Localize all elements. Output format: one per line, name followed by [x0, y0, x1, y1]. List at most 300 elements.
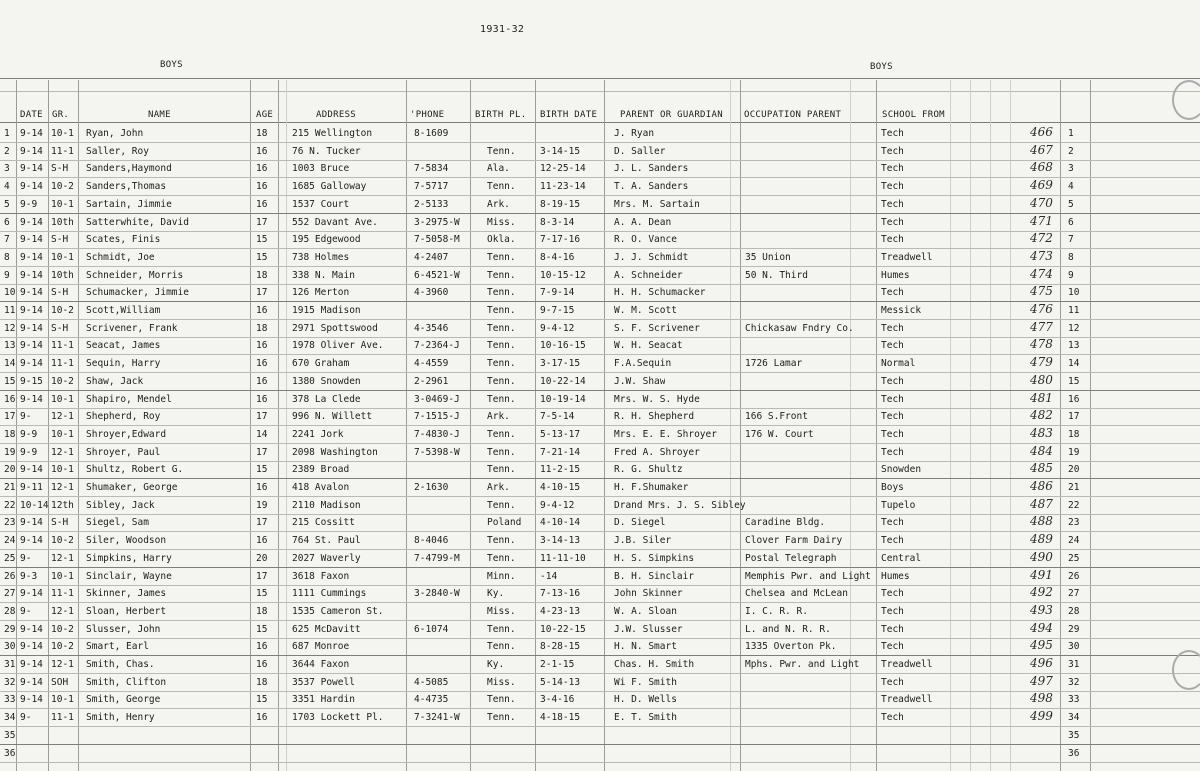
row-grade: 10-2 — [51, 305, 74, 316]
row-birthdate: 10-22-14 — [540, 375, 586, 387]
row-number-right: 7 — [1068, 234, 1074, 246]
row-name: Scott,William — [86, 305, 161, 316]
row-date: 10-14 — [20, 499, 49, 511]
table-row — [0, 479, 1200, 497]
col-header-school: SCHOOL FROM — [882, 110, 945, 120]
row-grade: S-H — [51, 517, 69, 529]
row-phone: 4-3546 — [414, 322, 449, 334]
row-number-right: 11 — [1068, 305, 1080, 316]
row-register-number: 471 — [1030, 213, 1053, 228]
row-name: Sanders,Haymond — [86, 163, 172, 175]
row-register-number: 499 — [1030, 709, 1053, 724]
row-birthdate: 2-1-15 — [540, 659, 575, 670]
row-grade: 10-1 — [51, 570, 74, 582]
table-row — [0, 196, 1200, 214]
row-parent: W. M. Scott — [614, 305, 677, 316]
row-school: Tech — [881, 623, 904, 635]
row-age: 16 — [256, 340, 268, 352]
row-address: 2241 Jork — [292, 428, 344, 440]
row-number-right: 31 — [1068, 659, 1080, 670]
row-phone: 7-5058-M — [414, 234, 460, 246]
row-parent: Fred A. Shroyer — [614, 446, 700, 458]
row-address: 738 Holmes — [292, 251, 350, 263]
row-birthdate: 7-21-14 — [540, 446, 581, 458]
row-address: 1915 Madison — [292, 305, 361, 316]
row-school: Tech — [881, 712, 904, 724]
row-school: Tech — [881, 393, 904, 405]
row-register-number: 488 — [1030, 514, 1053, 529]
col-header-occupation: OCCUPATION PARENT — [744, 110, 842, 120]
row-register-number: 487 — [1030, 496, 1053, 511]
row-grade: 12-1 — [51, 659, 74, 670]
row-school: Tech — [881, 322, 904, 334]
row-number: 34 — [4, 712, 16, 724]
table-row — [0, 497, 1200, 515]
row-occupation: 1726 Lamar — [745, 358, 803, 370]
row-phone: 7-5398-W — [414, 446, 460, 458]
row-birthplace: Tenn. — [487, 375, 516, 387]
table-row — [0, 550, 1200, 568]
row-parent: Mrs. M. Sartain — [614, 198, 700, 210]
row-phone: 8-1609 — [414, 128, 449, 139]
header-bottom-rule — [0, 122, 1200, 123]
table-row — [0, 231, 1200, 249]
row-birthdate: 8-3-14 — [540, 216, 575, 228]
table-row — [0, 709, 1200, 727]
row-birthplace: Poland — [487, 517, 522, 529]
row-occupation: 166 S.Front — [745, 411, 808, 423]
row-age: 16 — [256, 659, 268, 670]
table-row — [0, 745, 1200, 763]
row-number: 7 — [4, 234, 10, 246]
row-register-number: 486 — [1030, 479, 1053, 493]
row-age: 15 — [256, 623, 268, 635]
row-birthplace: Tenn. — [487, 322, 516, 334]
row-school: Tech — [881, 428, 904, 440]
row-register-number: 492 — [1030, 585, 1053, 600]
row-birthdate: 3-14-15 — [540, 145, 581, 157]
row-grade: 10-1 — [51, 428, 74, 440]
row-date: 9- — [20, 605, 32, 617]
row-birthplace: Miss. — [487, 216, 516, 228]
row-address: 3537 Powell — [292, 676, 355, 688]
row-address: 215 Wellington — [292, 128, 373, 139]
row-parent: J. J. Schmidt — [614, 251, 689, 263]
table-row — [0, 638, 1200, 656]
row-birthdate: 9-4-12 — [540, 322, 575, 334]
row-register-number: 479 — [1030, 355, 1053, 370]
row-birthplace: Minn. — [487, 570, 516, 582]
row-birthdate: 8-4-16 — [540, 251, 575, 263]
row-address: 2098 Washington — [292, 446, 378, 458]
row-name: Shaw, Jack — [86, 375, 144, 387]
row-register-number: 491 — [1030, 567, 1053, 582]
row-address: 687 Monroe — [292, 641, 350, 653]
row-date: 9-14 — [20, 322, 43, 334]
row-name: Shroyer,Edward — [86, 428, 167, 440]
row-birthdate: 7-5-14 — [540, 411, 575, 423]
row-number-right: 15 — [1068, 375, 1080, 387]
row-phone: 3-2840-W — [414, 588, 460, 600]
row-grade: SOH — [51, 676, 69, 688]
row-parent: H. D. Wells — [614, 694, 677, 706]
row-occupation: L. and N. R. R. — [745, 623, 831, 635]
row-address: 2389 Broad — [292, 464, 350, 476]
row-parent: J. L. Sanders — [614, 163, 689, 175]
row-birthplace: Tenn. — [487, 358, 516, 370]
row-school: Tech — [881, 340, 904, 352]
row-phone: 7-2364-J — [414, 340, 460, 352]
row-number-right: 14 — [1068, 358, 1080, 370]
row-number: 35 — [4, 729, 16, 741]
row-number-right: 28 — [1068, 605, 1080, 617]
table-row — [0, 408, 1200, 426]
row-school: Treadwell — [881, 659, 933, 670]
row-register-number: 483 — [1030, 425, 1053, 440]
table-row — [0, 568, 1200, 586]
row-school: Tech — [881, 517, 904, 529]
row-date: 9- — [20, 552, 32, 564]
row-number: 17 — [4, 411, 16, 423]
punch-hole — [1172, 650, 1200, 690]
row-number-right: 34 — [1068, 712, 1080, 724]
row-birthdate: 12-25-14 — [540, 163, 586, 175]
row-number: 31 — [4, 659, 16, 670]
row-birthdate: 10-16-15 — [540, 340, 586, 352]
row-register-number: 495 — [1030, 638, 1053, 653]
row-phone: 7-5834 — [414, 163, 449, 175]
row-parent: D. Saller — [614, 145, 666, 157]
row-birthdate: 4-23-13 — [540, 605, 581, 617]
row-birthplace: Ark. — [487, 198, 510, 210]
row-number: 29 — [4, 623, 16, 635]
row-date: 9-14 — [20, 694, 43, 706]
row-register-number: 478 — [1030, 337, 1053, 352]
row-age: 15 — [256, 694, 268, 706]
row-date: 9-14 — [20, 340, 43, 352]
row-school: Tech — [881, 411, 904, 423]
row-school: Messick — [881, 305, 922, 316]
row-birthplace: Tenn. — [487, 552, 516, 564]
row-age: 15 — [256, 234, 268, 246]
row-address: 76 N. Tucker — [292, 145, 361, 157]
row-name: Ryan, John — [86, 128, 144, 139]
header-rule — [0, 91, 1200, 92]
table-row — [0, 426, 1200, 444]
row-date: 9-14 — [20, 216, 43, 228]
row-grade: 12-1 — [51, 411, 74, 423]
row-parent: H. S. Simpkins — [614, 552, 695, 564]
row-grade: 12th — [51, 499, 74, 511]
row-parent: A. A. Dean — [614, 216, 672, 228]
row-number: 24 — [4, 535, 16, 547]
row-number: 20 — [4, 464, 16, 476]
row-grade: 10-1 — [51, 128, 74, 139]
row-address: 3618 Faxon — [292, 570, 350, 582]
row-number-right: 18 — [1068, 428, 1080, 440]
row-school: Humes — [881, 570, 910, 582]
row-birthplace: Ark. — [487, 411, 510, 423]
row-address: 1685 Galloway — [292, 181, 367, 193]
row-name: Sloan, Herbert — [86, 605, 167, 617]
table-row — [0, 603, 1200, 621]
row-phone: 6-4521-W — [414, 269, 460, 281]
row-school: Tech — [881, 446, 904, 458]
row-age: 17 — [256, 411, 268, 423]
row-number-right: 8 — [1068, 251, 1074, 263]
row-register-number: 481 — [1030, 390, 1053, 405]
row-birthplace: Tenn. — [487, 251, 516, 263]
row-occupation: Chickasaw Fndry Co. — [745, 322, 854, 334]
row-address: 1978 Oliver Ave. — [292, 340, 384, 352]
row-date: 9-14 — [20, 641, 43, 653]
row-number: 33 — [4, 694, 16, 706]
row-grade: 10-1 — [51, 464, 74, 476]
row-date: 9-14 — [20, 659, 43, 670]
row-register-number: 498 — [1030, 691, 1053, 706]
section-label-right: BOYS — [870, 62, 893, 72]
row-school: Tech — [881, 163, 904, 175]
row-address: 1111 Cummings — [292, 588, 367, 600]
row-phone: 4-4559 — [414, 358, 449, 370]
row-number-right: 23 — [1068, 517, 1080, 529]
col-header-birthdate: BIRTH DATE — [540, 110, 598, 120]
row-date: 9- — [20, 411, 32, 423]
row-number-right: 22 — [1068, 499, 1080, 511]
col-header-birthplace: BIRTH PL. — [475, 110, 527, 120]
row-number: 14 — [4, 358, 16, 370]
row-parent: J. Ryan — [614, 128, 655, 139]
row-birthplace: Tenn. — [487, 535, 516, 547]
row-address: 2110 Madison — [292, 499, 361, 511]
row-parent: H. F.Shumaker — [614, 482, 689, 493]
row-number-right: 6 — [1068, 216, 1074, 228]
row-school: Boys — [881, 482, 904, 493]
row-birthdate: 4-10-15 — [540, 482, 581, 493]
row-birthdate: 3-4-16 — [540, 694, 575, 706]
row-parent: W. H. Seacat — [614, 340, 683, 352]
row-name: Shumaker, George — [86, 482, 178, 493]
col-header-parent: PARENT OR GUARDIAN — [620, 110, 723, 120]
row-birthdate: -14 — [540, 570, 558, 582]
row-birthplace: Tenn. — [487, 305, 516, 316]
row-date: 9-14 — [20, 163, 43, 175]
row-number-right: 3 — [1068, 163, 1074, 175]
row-register-number: 484 — [1030, 443, 1053, 458]
row-school: Tech — [881, 181, 904, 193]
col-header-grade: GR. — [52, 110, 70, 120]
row-school: Treadwell — [881, 694, 933, 706]
row-number: 4 — [4, 181, 10, 193]
row-name: Sinclair, Wayne — [86, 570, 172, 582]
row-birthdate: 9-4-12 — [540, 499, 575, 511]
row-school: Tech — [881, 287, 904, 299]
table-row — [0, 160, 1200, 178]
row-address: 1003 Bruce — [292, 163, 350, 175]
top-rule — [0, 78, 1200, 79]
row-number: 25 — [4, 552, 16, 564]
row-number-right: 25 — [1068, 552, 1080, 564]
row-school: Tech — [881, 641, 904, 653]
row-address: 996 N. Willett — [292, 411, 373, 423]
row-date: 9-14 — [20, 358, 43, 370]
row-date: 9-11 — [20, 482, 43, 493]
row-grade: 11-1 — [51, 588, 74, 600]
row-phone: 4-2407 — [414, 251, 449, 263]
row-occupation: Postal Telegraph — [745, 552, 837, 564]
row-number: 18 — [4, 428, 16, 440]
row-parent: W. A. Sloan — [614, 605, 677, 617]
row-name: Skinner, James — [86, 588, 167, 600]
row-number: 22 — [4, 499, 16, 511]
row-number: 12 — [4, 322, 16, 334]
row-school: Tech — [881, 535, 904, 547]
row-address: 126 Merton — [292, 287, 350, 299]
row-register-number: 497 — [1030, 673, 1053, 688]
row-age: 16 — [256, 163, 268, 175]
row-grade: S-H — [51, 234, 69, 246]
row-phone: 4-5085 — [414, 676, 449, 688]
row-name: Scates, Finis — [86, 234, 161, 246]
row-birthdate: 10-19-14 — [540, 393, 586, 405]
row-grade: 11-1 — [51, 340, 74, 352]
row-number-right: 4 — [1068, 181, 1074, 193]
row-number: 16 — [4, 393, 16, 405]
row-grade: 11-1 — [51, 145, 74, 157]
row-address: 418 Avalon — [292, 482, 350, 493]
table-row — [0, 461, 1200, 479]
row-school: Treadwell — [881, 251, 933, 263]
row-address: 552 Davant Ave. — [292, 216, 378, 228]
row-number-right: 1 — [1068, 128, 1074, 139]
row-grade: 10-1 — [51, 393, 74, 405]
row-date: 9-14 — [20, 464, 43, 476]
row-school: Tech — [881, 128, 904, 139]
row-address: 1535 Cameron St. — [292, 605, 384, 617]
row-parent: J.W. Slusser — [614, 623, 683, 635]
row-number-right: 26 — [1068, 570, 1080, 582]
row-phone: 7-3241-W — [414, 712, 460, 724]
row-age: 20 — [256, 552, 268, 564]
row-address: 3644 Faxon — [292, 659, 350, 670]
row-name: Shepherd, Roy — [86, 411, 161, 423]
row-phone: 4-4735 — [414, 694, 449, 706]
row-parent: John Skinner — [614, 588, 683, 600]
row-birthplace: Tenn. — [487, 269, 516, 281]
row-number: 23 — [4, 517, 16, 529]
row-date: 9-14 — [20, 535, 43, 547]
row-number: 2 — [4, 145, 10, 157]
row-grade: 10-2 — [51, 535, 74, 547]
row-number-right: 36 — [1068, 747, 1080, 759]
row-age: 18 — [256, 605, 268, 617]
row-number-right: 35 — [1068, 729, 1080, 741]
row-number: 32 — [4, 676, 16, 688]
row-register-number: 466 — [1030, 125, 1053, 139]
row-address: 195 Edgewood — [292, 234, 361, 246]
row-birthplace: Tenn. — [487, 287, 516, 299]
row-date: 9-14 — [20, 145, 43, 157]
table-row — [0, 214, 1200, 232]
row-grade: 10-2 — [51, 623, 74, 635]
row-number: 27 — [4, 588, 16, 600]
row-number: 36 — [4, 747, 16, 759]
row-register-number: 490 — [1030, 549, 1053, 564]
row-grade: 12-1 — [51, 552, 74, 564]
row-number-right: 32 — [1068, 676, 1080, 688]
row-birthdate: 8-19-15 — [540, 198, 581, 210]
row-birthplace: Tenn. — [487, 694, 516, 706]
row-date: 9-14 — [20, 287, 43, 299]
row-date: 9-14 — [20, 305, 43, 316]
row-phone: 3-2975-W — [414, 216, 460, 228]
row-number-right: 16 — [1068, 393, 1080, 405]
row-number-right: 20 — [1068, 464, 1080, 476]
table-row — [0, 320, 1200, 338]
row-number-right: 19 — [1068, 446, 1080, 458]
row-register-number: 470 — [1030, 195, 1053, 210]
row-phone: 2-2961 — [414, 375, 449, 387]
row-address: 338 N. Main — [292, 269, 355, 281]
table-row — [0, 125, 1200, 143]
row-phone: 4-3960 — [414, 287, 449, 299]
row-number: 28 — [4, 605, 16, 617]
row-birthplace: Miss. — [487, 676, 516, 688]
row-address: 215 Cossitt — [292, 517, 355, 529]
row-grade: S-H — [51, 287, 69, 299]
row-address: 670 Graham — [292, 358, 350, 370]
row-occupation: 50 N. Third — [745, 269, 808, 281]
row-register-number: 467 — [1030, 142, 1053, 157]
row-address: 625 McDavitt — [292, 623, 361, 635]
row-school: Tech — [881, 198, 904, 210]
row-name: Slusser, John — [86, 623, 161, 635]
row-birthdate: 5-13-17 — [540, 428, 581, 440]
row-occupation: I. C. R. R. — [745, 605, 808, 617]
row-register-number: 493 — [1030, 602, 1053, 617]
row-number-right: 2 — [1068, 145, 1074, 157]
table-row — [0, 532, 1200, 550]
row-date: 9-14 — [20, 269, 43, 281]
row-school: Snowden — [881, 464, 922, 476]
col-header-address: ADDRESS — [316, 110, 357, 120]
table-row — [0, 674, 1200, 692]
row-birthdate: 11-23-14 — [540, 181, 586, 193]
row-occupation: Chelsea and McLean — [745, 588, 848, 600]
row-phone: 6-1074 — [414, 623, 449, 635]
row-grade: 10-2 — [51, 181, 74, 193]
row-number: 21 — [4, 482, 16, 493]
row-school: Tech — [881, 216, 904, 228]
table-row — [0, 514, 1200, 532]
row-name: Smith, Chas. — [86, 659, 155, 670]
row-number: 9 — [4, 269, 10, 281]
row-occupation: Clover Farm Dairy — [745, 535, 843, 547]
row-register-number: 472 — [1030, 231, 1053, 246]
row-birthplace: Tenn. — [487, 428, 516, 440]
row-school: Normal — [881, 358, 916, 370]
row-register-number: 473 — [1030, 248, 1053, 263]
row-grade: S-H — [51, 163, 69, 175]
row-date: 9-14 — [20, 623, 43, 635]
row-school: Central — [881, 552, 922, 564]
row-age: 17 — [256, 446, 268, 458]
row-parent: F.A.Sequin — [614, 358, 672, 370]
row-parent: Drand Mrs. J. S. Sibley — [614, 499, 746, 511]
row-grade: 12-1 — [51, 446, 74, 458]
row-name: Smart, Earl — [86, 641, 149, 653]
row-name: Siler, Woodson — [86, 535, 167, 547]
